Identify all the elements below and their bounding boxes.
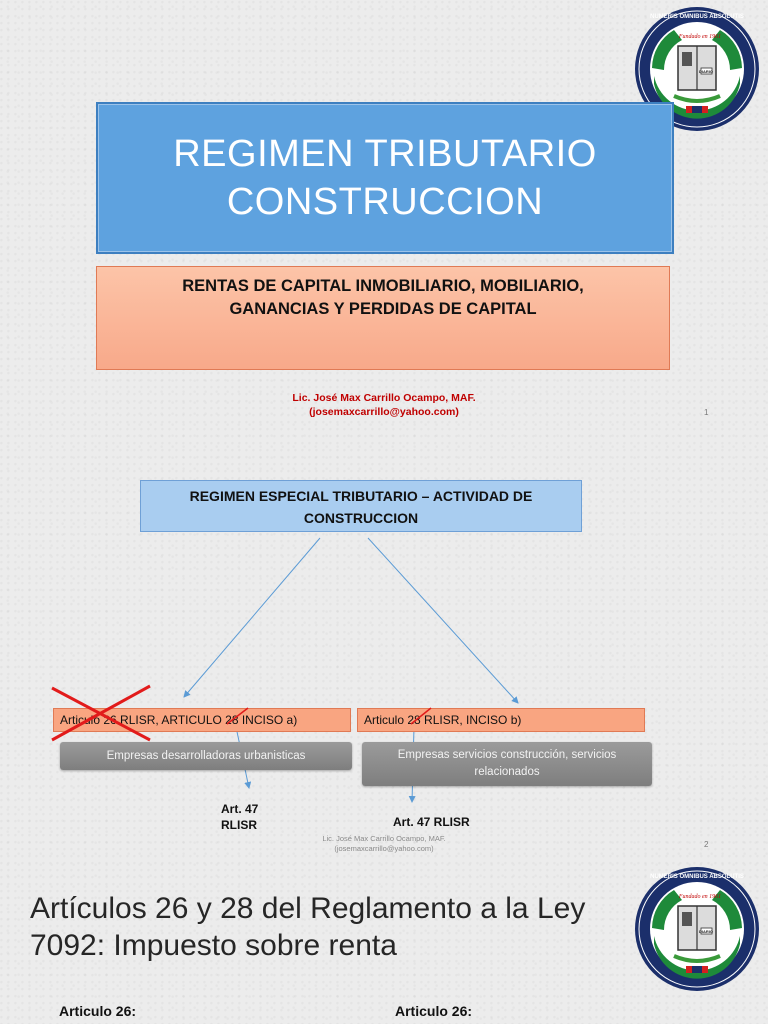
logo-founded-2: Fundado en 1961 (678, 894, 722, 900)
slide-number-1: 1 (704, 408, 709, 417)
small-strike-left (227, 708, 248, 724)
right-gray-box (362, 742, 652, 786)
school-logo-bottom (634, 866, 760, 992)
left-gray-text: Empresas desarrolladoras urbanisticas (106, 750, 306, 762)
right-art-ref: Art. 47 RLISR (393, 815, 470, 829)
slide-3-heading (30, 890, 630, 964)
right-gray-line-1: Empresas servicios construcción, servicios (397, 749, 617, 761)
regimen-line-1: REGIMEN ESPECIAL TRIBUTARIO – ACTIVIDAD DE (189, 488, 533, 504)
left-art-ref-line-2: RLISR (221, 818, 257, 832)
slide-number-2: 2 (704, 840, 709, 849)
author-email: (josemaxcarrillo@yahoo.com) (309, 406, 459, 418)
left-articulo-label: Articulo 26: (59, 1003, 137, 1019)
regimen-line-2: CONSTRUCCION (303, 510, 419, 526)
right-gray-line-2: relacionados (474, 766, 540, 778)
left-gray-box (60, 742, 352, 770)
author-name: Lic. José Max Carrillo Ocampo, MAF. (292, 392, 476, 404)
small-strike-right (411, 708, 431, 724)
logo-motto-2: NUMERIS OMNIBUS ABSOLUTIS (650, 874, 744, 880)
title-line-1: REGIMEN TRIBUTARIO (173, 133, 597, 175)
footer-author: Lic. José Max Carrillo Ocampo, MAF. (322, 834, 446, 843)
heading-line-2: 7092: Impuesto sobre renta (30, 929, 397, 962)
left-article-text: Articulo 26 RLISR, ARTICULO 28 INCISO a) (60, 713, 298, 727)
subtitle-line-1: RENTAS DE CAPITAL INMOBILIARIO, MOBILIARIO, (182, 277, 584, 295)
left-art-ref-line-1: Art. 47 (221, 802, 259, 816)
logo-book-text: DIARIO (699, 69, 713, 74)
logo-motto: NUMERIS OMNIBUS ABSOLUTIS (650, 14, 744, 20)
left-art-ref (221, 801, 258, 833)
logo-founded: Fundado en 1961 (678, 34, 722, 40)
footer-email: (josemaxcarrillo@yahoo.com) (334, 844, 434, 853)
logo-book-text-2: DIARIO (699, 929, 713, 934)
title-line-2: CONSTRUCCION (226, 181, 544, 223)
heading-line-1: Artículos 26 y 28 del Reglamento a la Ley (30, 892, 586, 925)
subtitle-line-2: GANANCIAS Y PERDIDAS DE CAPITAL (229, 300, 537, 318)
right-article-text: Articulo 28 RLISR, INCISO b) (364, 713, 522, 727)
right-articulo-label: Articulo 26: (395, 1003, 473, 1019)
